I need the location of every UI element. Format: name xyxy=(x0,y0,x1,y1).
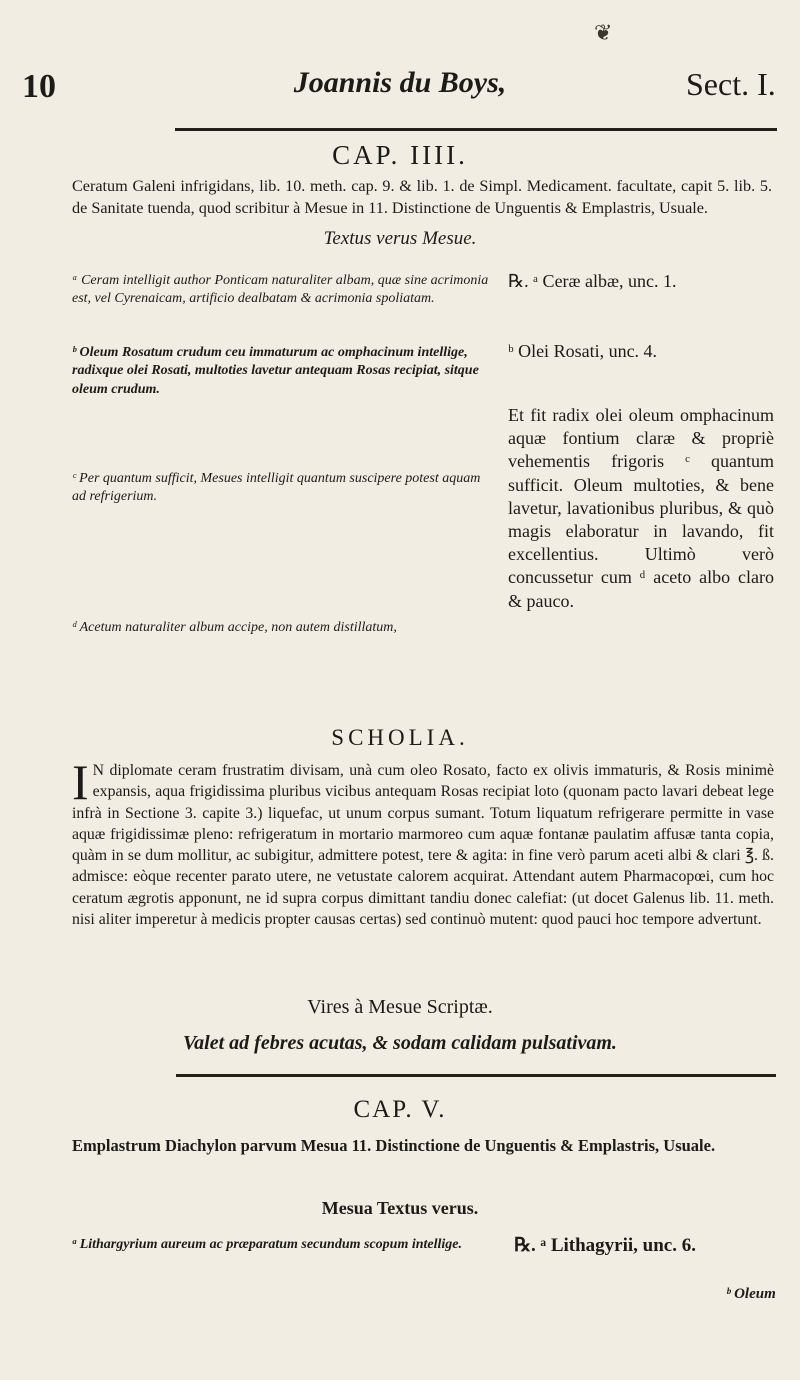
chapter-intro: Ceratum Galeni infrigidans, lib. 10. meth. cap. 9. & lib. 1. de Simpl. Medicament. facultate, capit 5. lib. 5. de Sanitate tuenda, quod scribitur à Mesue in 11. Distinctione de Unguentis & Emplastris, Usuale. xyxy=(72,177,772,217)
page-number: 10 xyxy=(22,68,56,105)
textus-title-5: Mesua Textus verus. xyxy=(321,1198,479,1218)
footnote-a-5: ᵃ Lithargyrium aureum ac præparatum secundum scopum intellige. xyxy=(72,1237,463,1252)
footnote-a: ᵃ Ceram intelligit author Ponticam naturaliter albam, quæ sine acrimonia est, vel Cyrenaicam, artificio dealbatam & acrimonia spoliatam. xyxy=(72,273,489,307)
scholia-body xyxy=(72,754,774,930)
vires-text: Valet ad febres acutas, & sodam calidam pulsativam. xyxy=(183,1032,617,1054)
vires-title: Vires à Mesue Scriptæ. xyxy=(307,996,493,1018)
footnote-d: ᵈ Acetum naturaliter album accipe, non autem distillatum, xyxy=(72,620,397,635)
scholia-text: N diplomate ceram frustratim divisam, unà cum oleo Rosato, facto ex olivis immaturis, & Rosis minimè expansis, aqua frigidissima pluribus vicibus antequam Rosas recipiat loto (quonam pacto lavari debeat lege infrà in Sectione 3. capite 3.) liquefac, ut unum corpus sumant. Totum liquatum refrigerare permitte in vase aquæ frigidissimæ pleno: refrigeratum in mortario marmoreo cum aquæ fontanæ paulatim affusæ tanta copia, quàm in se dum mollitur, ac subigitur, admittere potest, tere & agita: in fine verò parum aceti albi & clari ℥. ß. admisce: eòque recenter parato utere, ne vetustate calorem acquirat. Attendant autem Pharmacopœi, cum hoc ceratum ægrotis apponunt, ne id supra corpus dimittant tandiu donec calefiat: (ut docet Galenus lib. 11. meth. nisi aliter imperetur à medicis propter causas certas) sed continuò mutent: quod pauci hoc tempore advertunt. xyxy=(72,762,774,929)
running-title: Joannis du Boys, xyxy=(293,66,507,99)
header-rule xyxy=(175,128,777,131)
scholia-heading: SCHOLIA. xyxy=(331,725,469,750)
textus-title: Textus verus Mesue. xyxy=(323,228,477,249)
catchword: ᵇ Oleum xyxy=(726,1286,776,1302)
recipe-ingredient-litharge: ℞. ᵃ Lithagyrii, unc. 6. xyxy=(514,1235,696,1256)
recipe-ingredient-oil: ᵇ Olei Rosati, unc. 4. xyxy=(508,341,658,361)
recipe-instructions: Et fit radix olei oleum omphacinum aquæ fontium claræ & propriè vehementis frigoris ᶜ quantum sufficit. Oleum multoties, & bene lavetur, lavationibus pluribus, & quò magis elaboratur in lavando, fit excellentius. Ultimò verò concussetur cum ᵈ aceto albo claro & pauco. xyxy=(508,405,774,611)
section-rule xyxy=(176,1074,776,1077)
chapter-heading: CAP. IIII. xyxy=(332,140,468,170)
drop-capital: I xyxy=(72,754,89,810)
section-label: Sect. I. xyxy=(686,66,776,102)
chapter-intro-5: Emplastrum Diachylon parvum Mesua 11. Distinctione de Unguentis & Emplastris, Usuale. xyxy=(72,1136,716,1155)
chapter-heading-5: CAP. V. xyxy=(353,1096,447,1123)
recipe-ingredient-wax: ℞. ᵃ Ceræ albæ, unc. 1. xyxy=(508,271,677,291)
footnote-b: ᵇ Oleum Rosatum crudum ceu immaturum ac omphacinum intellige, radixque olei Rosati, multoties lavetur antequam Rosas recipiat, sitque oleum crudum. xyxy=(72,345,479,397)
footnote-c: ᶜ Per quantum sufficit, Mesues intelligit quantum suscipere potest aquam ad refrigerium. xyxy=(72,471,481,505)
fleuron-ornament: ❦ xyxy=(594,20,613,45)
